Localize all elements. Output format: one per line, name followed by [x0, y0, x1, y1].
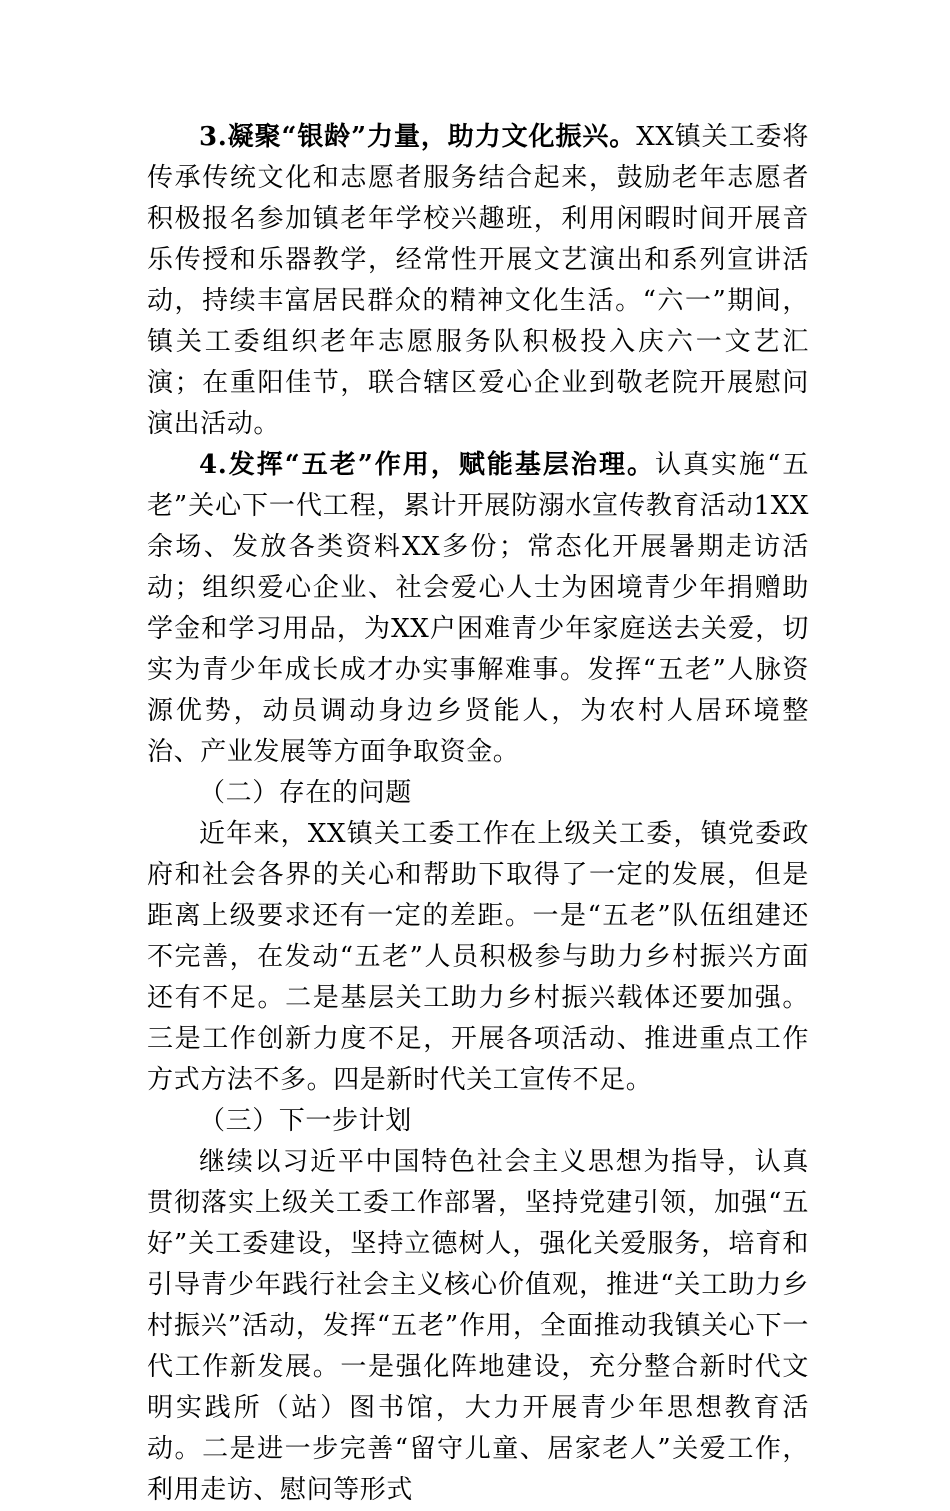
- paragraph-section-4: [147, 445, 809, 773]
- heading-next-plan: （三）下一步计划: [199, 1106, 412, 1136]
- section-4-lead: 4.发挥“五老”作用，赋能基层治理。: [199, 450, 655, 480]
- section-4-body: 认真实施“五老”关心下一代工程，累计开展防溺水宣传教育活动1XX余场、发放各类资料XX多份；常态化开展暑期走访活动；组织爱心企业、社会爱心人士为困境青少年捐赠助学金和学习用品，为XX户困难青少年家庭送去关爱，切实为青少年成长成才办实事解难事。发挥“五老”人脉资源优势，动员调动身边乡贤能人，为农村人居环境整治、产业发展等方面争取资金。: [147, 450, 809, 767]
- heading-existing-problems: （二）存在的问题: [199, 778, 412, 808]
- section-3-lead: 3.凝聚“银龄”力量，助力文化振兴。: [199, 122, 637, 152]
- document-body: [147, 117, 809, 1511]
- paragraph-plan: 继续以习近平中国特色社会主义思想为指导，认真贯彻落实上级关工委工作部署，坚持党建引领，加强“五好”关工委建设，坚持立德树人，强化关爱服务，培育和引导青少年践行社会主义核心价值观，推进“关工助力乡村振兴”活动，发挥“五老”作用，全面推动我镇关心下一代工作新发展。一是强化阵地建设，充分整合新时代文明实践所（站）图书馆，大力开展青少年思想教育活动。二是进一步完善“留守儿童、居家老人”关爱工作，利用走访、慰问等形式: [147, 1147, 809, 1505]
- paragraph-problems: 近年来，XX镇关工委工作在上级关工委，镇党委政府和社会各界的关心和帮助下取得了一定的发展，但是距离上级要求还有一定的差距。一是“五老”队伍组建还不完善，在发动“五老”人员积极参与助力乡村振兴方面还有不足。二是基层关工助力乡村振兴载体还要加强。三是工作创新力度不足，开展各项活动、推进重点工作方式方法不多。四是新时代关工宣传不足。: [147, 819, 809, 1095]
- section-3-body: XX镇关工委将传承传统文化和志愿者服务结合起来，鼓励老年志愿者积极报名参加镇老年学校兴趣班，利用闲暇时间开展音乐传授和乐器教学，经常性开展文艺演出和系列宣讲活动，持续丰富居民群众的精神文化生活。“六一”期间，镇关工委组织老年志愿服务队积极投入庆六一文艺汇演；在重阳佳节，联合辖区爱心企业到敬老院开展慰问演出活动。: [147, 122, 809, 439]
- paragraph-section-3: [147, 117, 809, 445]
